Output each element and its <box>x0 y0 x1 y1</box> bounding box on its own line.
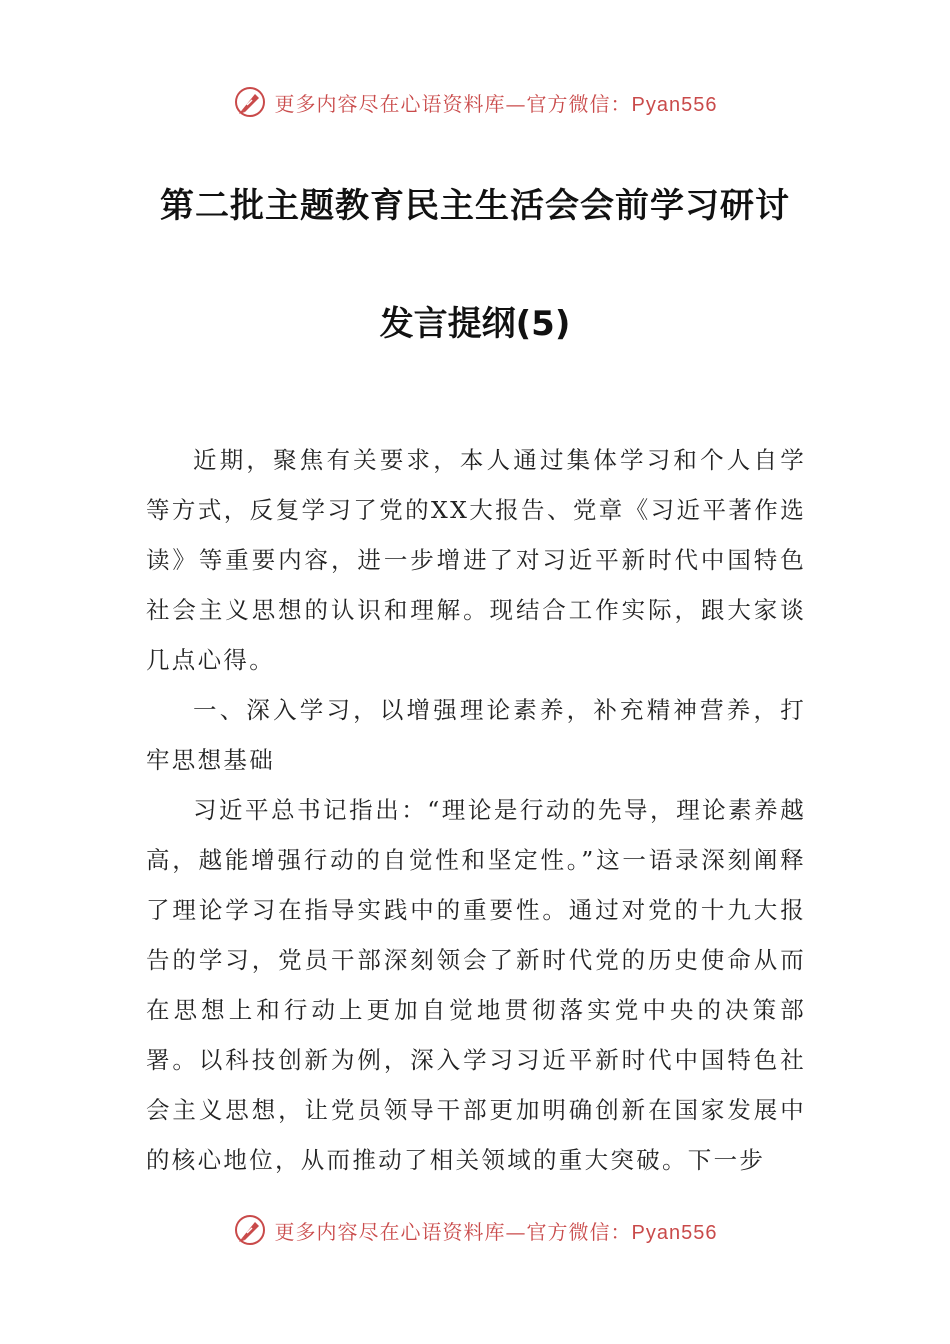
document-title-line2: 发言提纲(5) <box>379 304 571 344</box>
banner-handle: Pyan556 <box>631 93 718 116</box>
pen-nib-logo-icon <box>233 1213 267 1247</box>
header-banner <box>0 82 950 122</box>
banner-label: 官方微信： <box>526 1219 632 1244</box>
document-title-line1: 第二批主题教育民主生活会会前学习研讨 <box>160 186 790 226</box>
footer-banner <box>0 1210 950 1250</box>
pen-nib-logo-icon <box>233 85 267 119</box>
banner-handle: Pyan556 <box>631 1221 718 1244</box>
document-body <box>146 435 806 1185</box>
banner-separator: — <box>505 91 527 116</box>
banner-site-text: 更多内容尽在心语资料库 <box>274 91 506 116</box>
banner-site-text: 更多内容尽在心语资料库 <box>274 1219 506 1244</box>
paragraph-section-1: 习近平总书记指出：“理论是行动的先导，理论素养越高，越能增强行动的自觉性和坚定性。”这一语录深刻阐释了理论学习在指导实践中的重要性。通过对党的十九大报告的学习，党员干部深刻领会了新时代党的历史使命从而在思想上和行动上更加自觉地贯彻落实党中央的决策部署。以科技创新为例，深入学习习近平新时代中国特色社会主义思想，让党员领导干部更加明确创新在国家发展中的核心地位，从而推动了相关领域的重大突破。下一步 <box>146 796 806 1174</box>
banner-text <box>275 88 718 117</box>
section-heading-1: 一、深入学习，以增强理论素养，补充精神营养，打牢思想基础 <box>146 696 806 774</box>
banner-text <box>275 1216 718 1245</box>
paragraph-intro: 近期，聚焦有关要求，本人通过集体学习和个人自学等方式，反复学习了党的XX大报告、党章《习近平著作选读》等重要内容，进一步增进了对习近平新时代中国特色社会主义思想的认识和理解。现结合工作实际，跟大家谈几点心得。 <box>146 446 806 674</box>
banner-label: 官方微信： <box>526 91 632 116</box>
banner-separator: — <box>505 1219 527 1244</box>
